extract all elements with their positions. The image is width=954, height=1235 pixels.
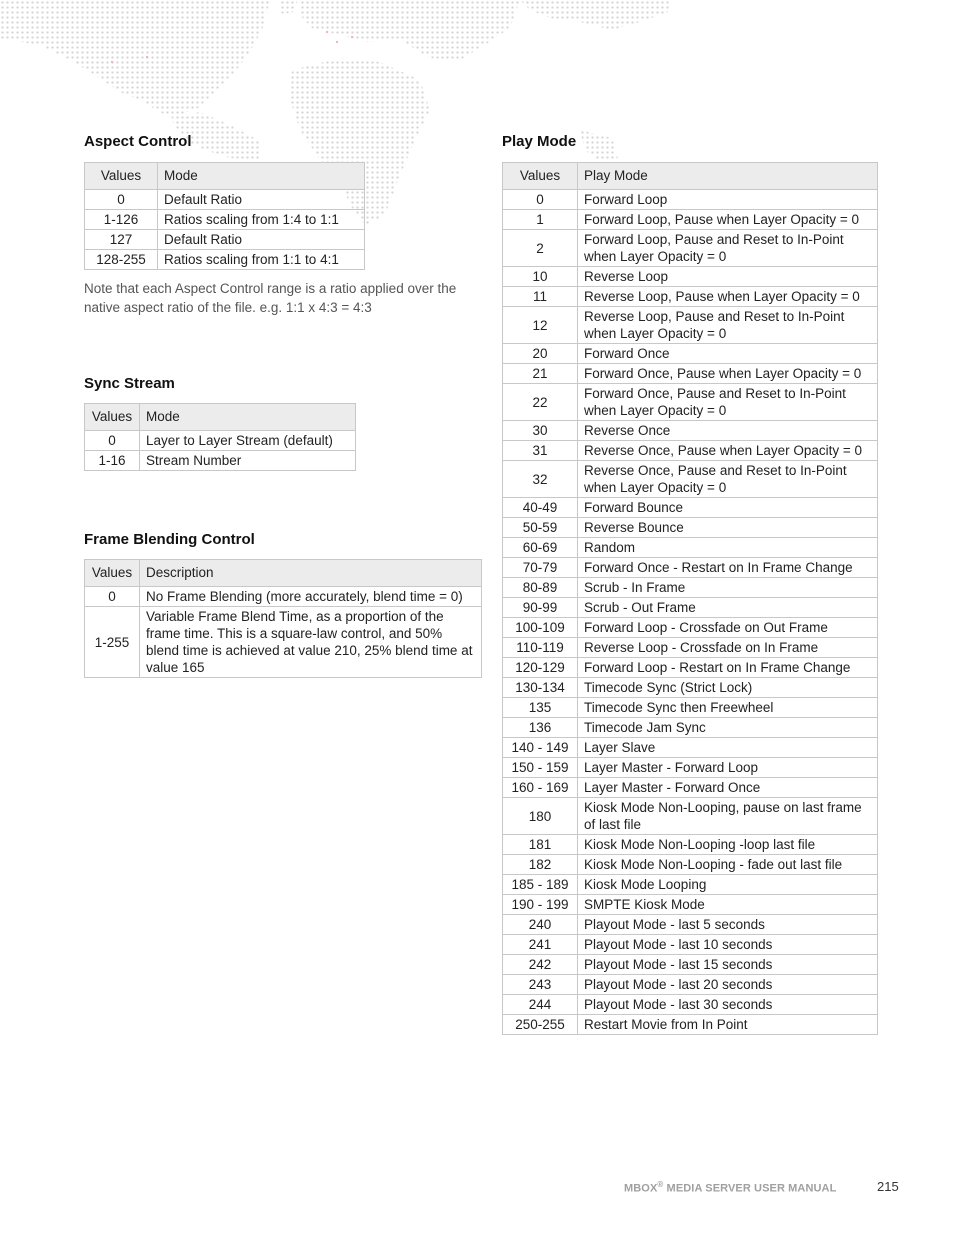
table-row [503,498,878,518]
table-row [503,638,878,658]
mode-cell: Forward Once [578,344,878,364]
aspect-control-note: Note that each Aspect Control range is a ratio applied over the native aspect ratio of the file. e.g. 1:1 x 4:3 = 4:3 [84,281,457,315]
value-cell: 243 [503,975,578,995]
table-row [503,738,878,758]
table-row [503,618,878,638]
table-row [85,190,365,210]
value-cell: 150 - 159 [503,758,578,778]
mode-cell: Reverse Loop - Crossfade on In Frame [578,638,878,658]
value-cell: 20 [503,344,578,364]
mode-cell: Forward Bounce [578,498,878,518]
value-cell: 127 [85,230,158,250]
mode-cell: Forward Loop - Restart on In Frame Change [578,658,878,678]
value-cell: 0 [85,190,158,210]
table-row [503,955,878,975]
manual-title-brand: MBOX [624,1182,658,1195]
value-cell: 185 - 189 [503,875,578,895]
value-cell: 241 [503,935,578,955]
table-row [503,778,878,798]
table-row [503,558,878,578]
mode-cell: Reverse Loop, Pause and Reset to In-Point when Layer Opacity = 0 [578,307,878,344]
value-cell: 181 [503,835,578,855]
mode-cell: Forward Loop, Pause when Layer Opacity = 0 [578,210,878,230]
mode-cell: Ratios scaling from 1:1 to 4:1 [158,250,365,270]
mode-cell: Forward Loop - Crossfade on Out Frame [578,618,878,638]
table-row [85,607,482,678]
value-cell: 1-255 [85,607,140,678]
mode-cell: Default Ratio [158,230,365,250]
value-cell: 242 [503,955,578,975]
table-row [85,587,482,607]
value-cell: 190 - 199 [503,895,578,915]
table-row [503,441,878,461]
table-row [503,307,878,344]
mode-cell: Kiosk Mode Non-Looping - fade out last file [578,855,878,875]
mode-cell: Timecode Sync (Strict Lock) [578,678,878,698]
mode-cell: Layer Master - Forward Once [578,778,878,798]
table-row [503,798,878,835]
sync-stream-heading: Sync Stream [84,375,175,392]
value-cell: 0 [85,587,140,607]
value-cell: 0 [85,431,140,451]
value-cell: 90-99 [503,598,578,618]
mode-cell: Layer Slave [578,738,878,758]
value-cell: 130-134 [503,678,578,698]
value-cell: 40-49 [503,498,578,518]
table-row [85,210,365,230]
table-row [503,461,878,498]
table-row [503,578,878,598]
value-cell: 30 [503,421,578,441]
value-cell: 70-79 [503,558,578,578]
mode-cell: Variable Frame Blend Time, as a proportion of the frame time. This is a square-law control, and 50% blend time is achieved at value 210, 25% blend time at value 165 [140,607,482,678]
mode-cell: Reverse Loop, Pause when Layer Opacity = 0 [578,287,878,307]
table-row [503,421,878,441]
value-cell: 11 [503,287,578,307]
mode-cell: Stream Number [140,451,356,471]
mode-cell: Reverse Once, Pause when Layer Opacity = 0 [578,441,878,461]
table-row [503,230,878,267]
table-row [503,915,878,935]
column-header: Values [85,163,158,190]
mode-cell: Ratios scaling from 1:4 to 1:1 [158,210,365,230]
column-header: Description [140,560,482,587]
value-cell: 12 [503,307,578,344]
table-row [503,995,878,1015]
table-row [503,678,878,698]
value-cell: 135 [503,698,578,718]
table-row [503,718,878,738]
table-row [85,451,356,471]
value-cell: 120-129 [503,658,578,678]
table-row [503,698,878,718]
mode-cell: Layer Master - Forward Loop [578,758,878,778]
table-row [503,190,878,210]
sync-stream-table [84,403,356,471]
registered-mark: ® [657,1180,664,1189]
value-cell: 160 - 169 [503,778,578,798]
mode-cell: Playout Mode - last 5 seconds [578,915,878,935]
table-row [503,935,878,955]
mode-cell: Kiosk Mode Looping [578,875,878,895]
value-cell: 128-255 [85,250,158,270]
column-header: Mode [158,163,365,190]
aspect-control-heading: Aspect Control [84,133,192,150]
mode-cell: Scrub - In Frame [578,578,878,598]
table-row [503,210,878,230]
value-cell: 1-126 [85,210,158,230]
table-row [503,538,878,558]
mode-cell: Reverse Loop [578,267,878,287]
mode-cell: Reverse Once, Pause and Reset to In-Point when Layer Opacity = 0 [578,461,878,498]
mode-cell: Playout Mode - last 15 seconds [578,955,878,975]
value-cell: 136 [503,718,578,738]
page-number: 215 [877,1179,899,1194]
table-row [503,855,878,875]
value-cell: 100-109 [503,618,578,638]
value-cell: 182 [503,855,578,875]
value-cell: 1-16 [85,451,140,471]
frame-blending-table [84,559,482,678]
table-row [85,431,356,451]
mode-cell: Playout Mode - last 20 seconds [578,975,878,995]
table-row [503,875,878,895]
table-row [503,658,878,678]
mode-cell: Forward Loop, Pause and Reset to In-Point when Layer Opacity = 0 [578,230,878,267]
table-row [85,250,365,270]
table-row [503,267,878,287]
column-header: Play Mode [578,163,878,190]
table-row [503,344,878,364]
mode-cell: Scrub - Out Frame [578,598,878,618]
value-cell: 140 - 149 [503,738,578,758]
table-row [503,835,878,855]
table-row [503,1015,878,1035]
mode-cell: No Frame Blending (more accurately, blend time = 0) [140,587,482,607]
table-row [503,384,878,421]
table-row [503,364,878,384]
frame-blending-heading: Frame Blending Control [84,531,255,548]
column-header: Values [85,404,140,431]
value-cell: 10 [503,267,578,287]
value-cell: 180 [503,798,578,835]
mode-cell: Kiosk Mode Non-Looping, pause on last frame of last file [578,798,878,835]
mode-cell: SMPTE Kiosk Mode [578,895,878,915]
mode-cell: Random [578,538,878,558]
value-cell: 21 [503,364,578,384]
table-row [85,230,365,250]
column-header: Values [85,560,140,587]
mode-cell: Default Ratio [158,190,365,210]
table-row [503,895,878,915]
mode-cell: Timecode Jam Sync [578,718,878,738]
value-cell: 250-255 [503,1015,578,1035]
mode-cell: Forward Once, Pause when Layer Opacity = 0 [578,364,878,384]
value-cell: 1 [503,210,578,230]
column-header: Mode [140,404,356,431]
table-row [503,758,878,778]
value-cell: 50-59 [503,518,578,538]
manual-title-rest: MEDIA SERVER USER MANUAL [663,1182,837,1195]
value-cell: 80-89 [503,578,578,598]
value-cell: 2 [503,230,578,267]
value-cell: 110-119 [503,638,578,658]
play-mode-table [502,162,878,1035]
mode-cell: Forward Once, Pause and Reset to In-Point when Layer Opacity = 0 [578,384,878,421]
table-row [503,287,878,307]
value-cell: 60-69 [503,538,578,558]
play-mode-heading: Play Mode [502,133,577,150]
mode-cell: Playout Mode - last 30 seconds [578,995,878,1015]
value-cell: 22 [503,384,578,421]
mode-cell: Forward Loop [578,190,878,210]
mode-cell: Forward Once - Restart on In Frame Change [578,558,878,578]
table-row [503,598,878,618]
value-cell: 32 [503,461,578,498]
aspect-control-table [84,162,365,270]
column-header: Values [503,163,578,190]
mode-cell: Playout Mode - last 10 seconds [578,935,878,955]
mode-cell: Timecode Sync then Freewheel [578,698,878,718]
value-cell: 0 [503,190,578,210]
mode-cell: Restart Movie from In Point [578,1015,878,1035]
value-cell: 31 [503,441,578,461]
mode-cell: Reverse Bounce [578,518,878,538]
manual-title [624,1180,836,1195]
mode-cell: Layer to Layer Stream (default) [140,431,356,451]
value-cell: 244 [503,995,578,1015]
table-row [503,518,878,538]
mode-cell: Kiosk Mode Non-Looping -loop last file [578,835,878,855]
mode-cell: Reverse Once [578,421,878,441]
value-cell: 240 [503,915,578,935]
table-row [503,975,878,995]
